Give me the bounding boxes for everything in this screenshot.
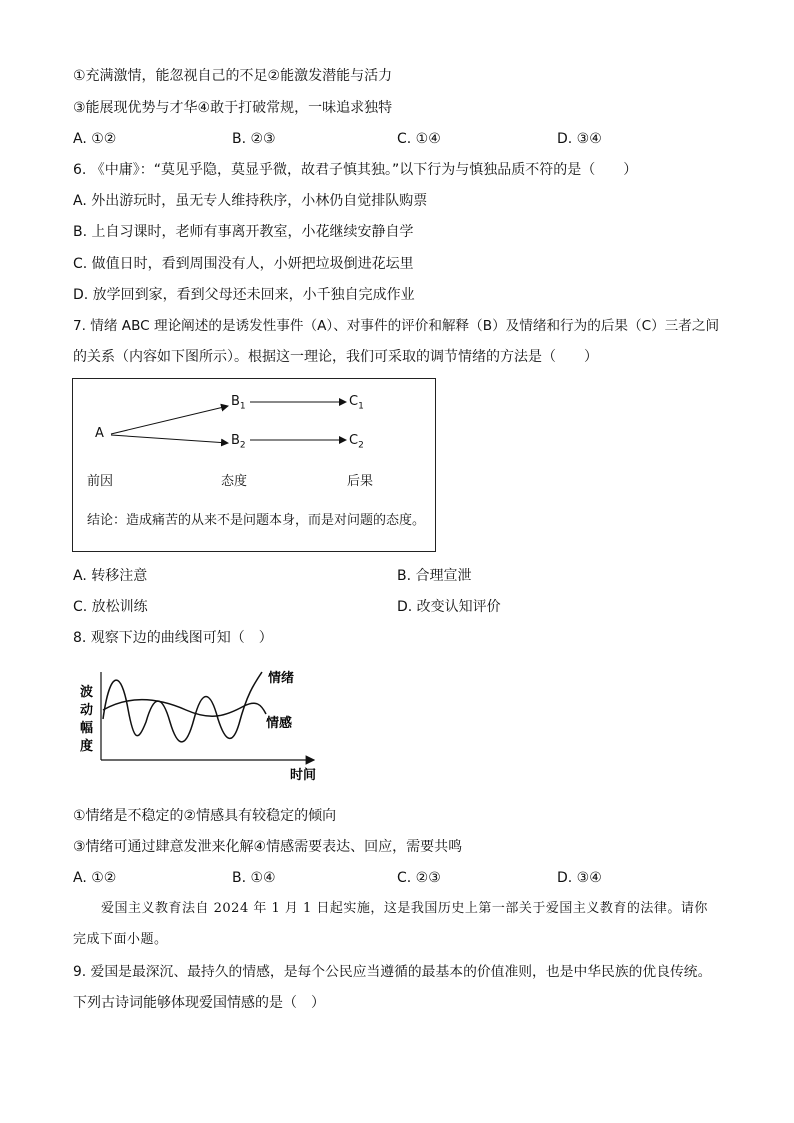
q6-option-c: C. 做值日时，看到周围没有人，小妍把垃圾倒进花坛里: [73, 256, 414, 272]
node-c1: $C_1$: [349, 394, 364, 412]
series-label-feeling: 情感: [266, 716, 293, 731]
q7-stem-line-2: 的关系（内容如下图所示）。根据这一理论，我们可采取的调节情绪的方法是（ ）: [73, 349, 598, 365]
series-label-emotion: 情绪: [268, 671, 295, 686]
node-b2: $B_2$: [231, 433, 246, 451]
intro-line-1: 爱国主义教育法自 2024 年 1 月 1 日起实施，这是我国历史上第一部关于爱国主义教育的法律。请你: [101, 901, 708, 916]
q5-option-b: B. ②③: [232, 131, 276, 147]
q5-statement-2: ③能展现优势与才华④敢于打破常规，一味追求独特: [73, 100, 393, 116]
q6-option-a: A. 外出游玩时，虽无专人维持秩序，小林仍自觉排队购票: [73, 193, 428, 209]
q7-option-d: D. 改变认知评价: [397, 599, 501, 615]
node-c2: $C_2$: [349, 433, 364, 451]
arrow-a-to-b1: [111, 406, 228, 434]
y-axis-label-char-1: 波: [80, 685, 94, 700]
x-axis-label: 时间: [290, 768, 317, 783]
q8-statement-2: ③情绪可通过肆意发泄来化解④情感需要表达、回应，需要共鸣: [73, 839, 463, 855]
q5-option-d: D. ③④: [557, 131, 602, 147]
q8-option-d: D. ③④: [557, 870, 602, 886]
y-axis-label-char-3: 幅: [80, 721, 94, 736]
q8-option-b: B. ①④: [232, 870, 276, 886]
y-axis-label-char-2: 动: [80, 703, 94, 718]
q5-option-c: C. ①④: [397, 131, 441, 147]
q8-stem: 8. 观察下边的曲线图可知（ ）: [73, 630, 273, 646]
node-b1: $B_1$: [231, 394, 246, 412]
q7-option-c: C. 放松训练: [73, 599, 148, 615]
node-a: A: [95, 426, 104, 441]
q8-statement-1: ①情绪是不稳定的②情感具有较稳定的倾向: [73, 808, 337, 824]
q7-option-a: A. 转移注意: [73, 568, 148, 584]
y-axis-label-char-4: 度: [80, 739, 94, 754]
q6-option-d: D. 放学回到家，看到父母还未回来，小千独自完成作业: [73, 287, 415, 303]
label-cause: 前因: [87, 474, 114, 489]
q9-stem-line-1: 9. 爱国是最深沉、最持久的情感，是每个公民应当遵循的最基本的价值准则，也是中华民族的优良传统。: [73, 964, 712, 980]
q6-stem: 6. 《中庸》：“莫见乎隐，莫显乎微，故君子慎其独。”以下行为与慎独品质不符的是（ ）: [73, 162, 638, 178]
q8-option-c: C. ②③: [397, 870, 441, 886]
q7-option-b: B. 合理宣泄: [397, 568, 472, 584]
q5-option-a: A. ①②: [73, 131, 117, 147]
q9-stem-line-2: 下列古诗词能够体现爱国情感的是（ ）: [73, 995, 325, 1011]
arrow-a-to-b2: [111, 435, 228, 443]
intro-line-2: 完成下面小题。: [73, 932, 168, 947]
label-attitude: 态度: [221, 474, 248, 489]
q7-stem-line-1: 7. 情绪 ABC 理论阐述的是诱发性事件（A）、对事件的评价和解释（B）及情绪和行为的后果（C）三者之间: [73, 318, 720, 334]
q5-statement-1: ①充满激情，能忽视自己的不足②能激发潜能与活力: [73, 68, 393, 84]
emotion-feeling-chart: [76, 664, 326, 786]
abc-diagram-box: [72, 378, 436, 552]
label-result: 后果: [347, 474, 374, 489]
q6-option-b: B. 上自习课时，老师有事离开教室，小花继续安静自学: [73, 224, 414, 240]
q8-option-a: A. ①②: [73, 870, 117, 886]
conclusion-text: 结论：造成痛苦的从来不是问题本身，而是对问题的态度。: [87, 513, 426, 528]
emotion-curve: [103, 672, 262, 742]
